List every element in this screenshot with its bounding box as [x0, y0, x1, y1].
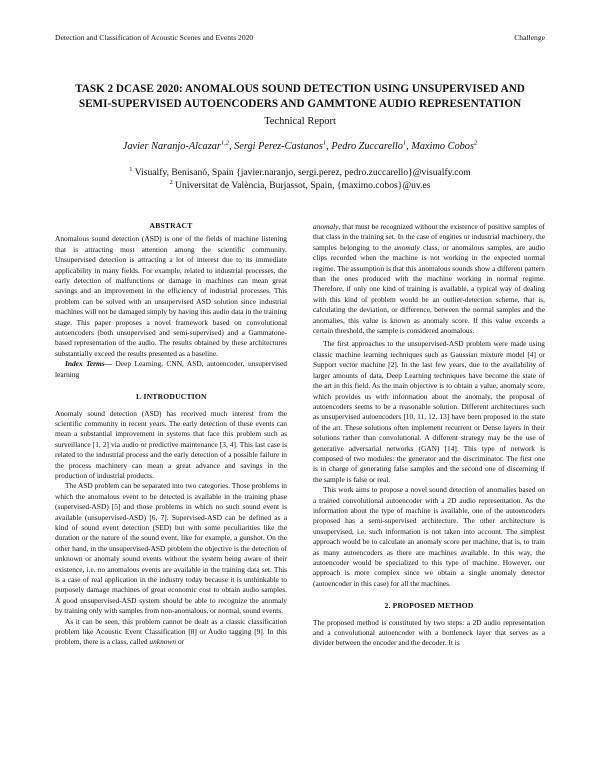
- running-header-right: Challenge: [514, 33, 545, 42]
- index-terms-label: Index Terms—: [65, 359, 113, 369]
- affiliation-line: [0, 179, 600, 192]
- affiliation-text: Visualfy, Benisanó, Spain {javier.naranjo, sergi.perez, pedro.zuccarello}@visualfy.com: [134, 167, 471, 178]
- paragraph-text: As it can be seen, this problem cannot be dealt as a classic classification problem like Acoustic Event Classification [8] or Audio tagging [9]. In this problem, there is a class, called: [55, 616, 287, 647]
- affiliation-mark: 1: [129, 165, 133, 173]
- author-name: Javier Naranjo-Alcazar: [122, 141, 221, 152]
- paragraph: The proposed method is constituted by two steps: a 2D audio representation and a convolutional autoencoder with a bottleneck layer that serves as a divider between the encoder and the decoder. It is: [313, 617, 545, 648]
- author-list: Javier Naranjo-Alcazar$^{1,2}$, Sergi Perez-Castanos$^1$, Pedro Zuccarello$^1$, Maximo Cobos$^2$: [122, 139, 478, 152]
- index-terms: [55, 359, 287, 380]
- author-affiliation-mark: 2: [473, 139, 478, 147]
- paragraph: [55, 617, 287, 648]
- author-name: Maximo Cobos: [411, 141, 474, 152]
- right-column: [313, 222, 545, 649]
- paragraph: This work aims to propose a novel sound detection of anomalies based on a trained convolutional autoencoder with a 2D audio representation. As the information about the type of machine is available, one of the autoencoders proposed has a semi-supervised architecture. The other architecture is unsupervised, i.e. such information is not taken into account. The simplest approach would be to calculate an anomaly score per machine, that is, to train as many autoencoders as there are machines available. In this way, the autoencoder would be specialized to this type of machine. However, our approach is more complex since we obtain a single anomaly detector (autoencoder in this case) for all the machines.: [313, 485, 545, 588]
- paragraph-text: , that must be recognized without the existence of positive samples of that class in the training set. In the case of engines or industrial machinery, the samples belonging to the: [313, 222, 545, 252]
- paragraph: [313, 222, 545, 336]
- author-affiliation-mark: 1,2: [220, 139, 229, 147]
- paragraph: The ASD problem can be separated into two categories. Those problems in which the anomalous event to be detected is available in the training phase (supervised-ASD) [5] and those problems in which no such sound event is available (unsupervised-ASD) [6, 7]. Supervised-ASD can be defined as a kind of sound event detection (SED) but with some peculiarities like the duration or the nature of the sound event, like for example, a gunshot. On the other hand, in the unsupervised-ASD problem the objective is the detection of unknown or anomaly sound events without the system being aware of their existence, i.e. no anomalous events are available in the training data set. This is a case of real application in the industry today because it is unthinkable to purposely damage machines of great economic cost to obtain audio samples. A good unsupervised-ASD system should be able to recognize the anomaly by training only with samples from non-anomalous, or normal, sound events.: [55, 481, 287, 616]
- paragraph: The first approaches to the unsupervised-ASD problem were made using classic machine learning techniques such as Gaussian mixture model [4] or Support vector machine [2]. In the last few years, due to the availability of larger amounts of data, Deep Learning techniques have become the state of the art in this field. As the main objective is to obtain a value, anomaly score, which provides us with information about the anomaly, the proposal of autoencoders seems to be a reasonable solution. Different architectures such as unsupervised autoencoders [10, 11, 12, 13] have been proposed in the state of the art. These solutions often implement recurrent or Dense layers in their solutions rather than convolutional. A different strategy may be the use of generative adversarial networks (GAN) [14]. This type of network is composed of two modules: the generator and the discriminator. The first one is in charge of generating false samples and the second one of discerning if the sample is false or real.: [313, 339, 545, 484]
- introduction-heading: 1. INTRODUCTION: [135, 392, 207, 402]
- author-name: Pedro Zuccarello: [331, 141, 403, 152]
- author-affiliation-mark: 1: [402, 139, 407, 147]
- affiliation-mark: 2: [169, 178, 173, 186]
- paper-title: [40, 82, 560, 111]
- paper-title-line-1: TASK 2 DCASE 2020: ANOMALOUS SOUND DETECTION USING UNSUPERVISED AND: [75, 83, 525, 95]
- paragraph-text: class, or anomalous samples, are audio clips recorded when the machine is not working in the expected normal regime. The assumption is that this anomalous sounds show a different pattern than the ones produced with the machine working in normal regime. Therefore, if only one kind of training is available, a typical way of dealing with this kind of problem would be an outlier-detection scheme, that is, calculating the deviation, or difference, between the normal samples and the anomalies, this value is known as anomaly score. If this value exceeds a certain threshold, the sample is considered anomalous.: [313, 242, 545, 336]
- affiliations: [0, 166, 600, 192]
- report-type: Technical Report: [264, 116, 336, 127]
- running-header-left: Detection and Classification of Acoustic Scenes and Events 2020: [55, 33, 254, 42]
- running-header: [55, 33, 545, 42]
- paragraph-text: or: [176, 637, 185, 647]
- emphasis: unknown: [149, 637, 177, 647]
- paragraph: Anomaly sound detection (ASD) has received much interest from the scientific community in recent years. The early detection of these events can mean a substantial improvement in systems that face this problem such as surveillance [1, 2] via audio or predictive maintenance [3, 4]. This last case is related to the industrial process and the early detection of a possible failure in the process machinery can mean a great advance and savings in the production of industrial products.: [55, 408, 287, 480]
- paper-title-line-2: SEMI-SUPERVISED AUTOENCODERS AND GAMMTONE AUDIO REPRESENTATION: [78, 97, 522, 110]
- abstract-text: Anomalous sound detection (ASD) is one of the fields of machine listening that is attracting most attention among the scientific community. Unsupervised detection is attracting a lot of interest due to its immediate applicability in many fields. For example, related to industrial processes, the early detection of malfunctions or damage in machines can mean great savings and an improvement in the efficiency of industrial processes. This problem can be solved with an unsupervised ASD solution since industrial machines will not be damaged simply by having this audio data in the training stage. This paper proposes a novel framework based on convolutional autoencoders (both unsupervised and semi-supervised) and a Gammatone-based representation of the audio. The results obtained by these architectures substantially exceed the results presented as a baseline.: [55, 234, 287, 358]
- index-terms-text: Deep Learning, CNN, ASD, autoencoder, unsupervised learning: [55, 359, 287, 379]
- left-column: [55, 221, 287, 648]
- emphasis: anomaly: [313, 222, 339, 231]
- proposed-method-heading: 2. PROPOSED METHOD: [384, 601, 474, 611]
- affiliation-line: [0, 166, 600, 179]
- emphasis: anomaly: [394, 242, 420, 252]
- author-name: Sergi Perez-Castanos: [234, 141, 323, 152]
- abstract-heading: ABSTRACT: [149, 221, 193, 230]
- author-affiliation-mark: 1: [322, 139, 327, 147]
- affiliation-text: Universitat de València, Burjassot, Spain, {maximo.cobos}@uv.es: [175, 180, 431, 191]
